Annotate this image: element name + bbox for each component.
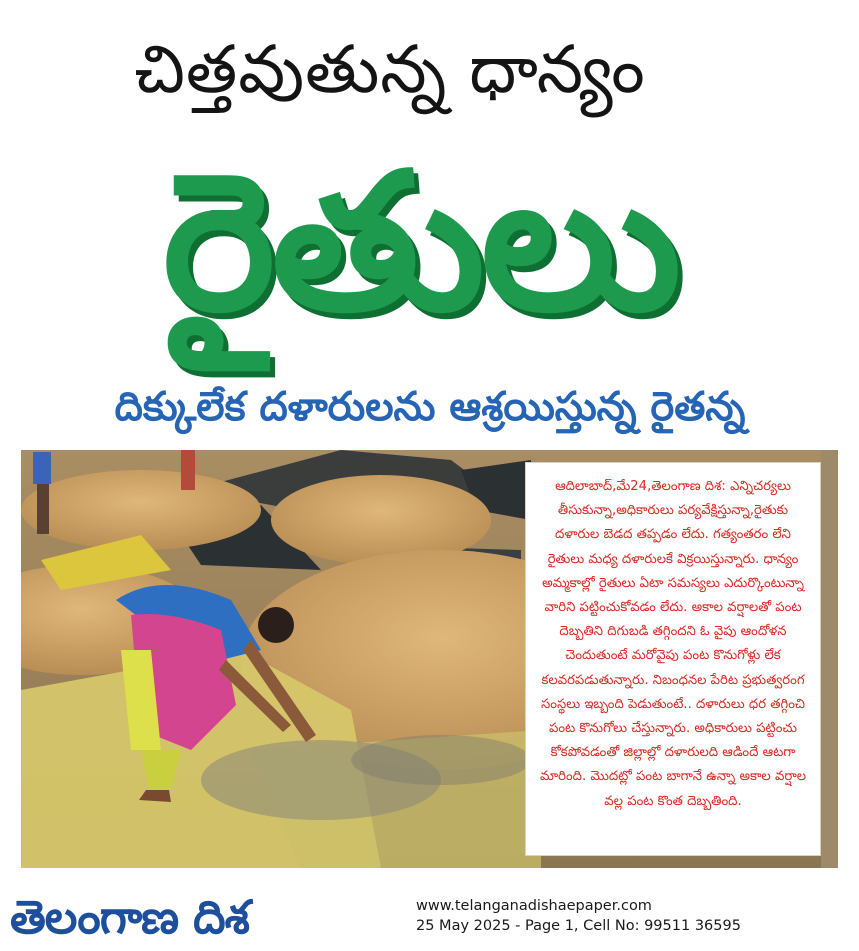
main-headline: రైతులు <box>162 132 678 353</box>
edition-line: 25 May 2025 - Page 1, Cell No: 99511 36595 <box>416 918 741 934</box>
story-body: ఆదిలాబాద్,మే24,తెలంగాణ దిశ: ఎన్నిచర్యలు తీసుకున్నా,అధికారులు పర్యవేక్షిస్తున్నా,రైతుకు దళారుల బెడద తప్పడం లేదు. గత్యంతరం లేని రైతులు మధ్య దళారులకే విక్రయిస్తున్నారు. ధాన్యం అమ్మకాల్లో రైతులు ఏటా సమస్యలు ఎదుర్కొంటున్నా వారిని పట్టించుకోవడం లేదు. అకాల వర్షాలతో పంట దెబ్బతిని దిగుబడి తగ్గిందని ఓ వైపు ఆందోళన చెందుతుంటే మరోవైపు పంట కొనుగోళ్లు లేక కలవరపడుతున్నారు. నిబంధనల పేరిట ప్రభుత్వరంగ సంస్థలు ఇబ్బంది పెడుతుంటే.. దళారులు ధర తగ్గించి పంట కొనుగోలు చేస్తున్నారు. అధికారులు పట్టించు కోకపోవడంతో జిల్లాల్లో దళారులది ఆడిందే ఆటగా మారింది. మొదట్లో పంట బాగానే ఉన్నా అకాల వర్షాల వల్ల పంట కొంత దెబ్బతింది. <box>539 479 807 809</box>
website-link[interactable]: www.telanganadishaepaper.com <box>416 898 652 914</box>
kicker-heading: చిత్తవుతున్న ధాన్యం <box>134 31 646 108</box>
publication-logo: తెలంగాణ దిశ <box>10 890 249 944</box>
story-box <box>525 462 821 856</box>
sub-headline: దిక్కులేక దళారులను ఆశ్రయిస్తున్న రైతన్న <box>114 384 746 430</box>
footer-info <box>416 896 846 946</box>
